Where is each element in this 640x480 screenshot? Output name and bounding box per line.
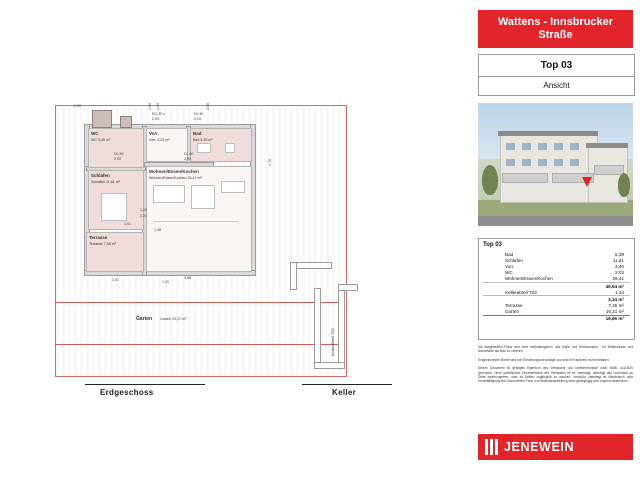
area-total-value: 19,66 m²	[592, 315, 630, 322]
window-8	[538, 159, 547, 166]
basement-plan	[290, 262, 365, 372]
building-roof	[498, 131, 598, 136]
company-logo	[478, 434, 633, 460]
unit-label: Top 03	[479, 55, 634, 77]
window-5	[570, 143, 579, 150]
room-vorraum-name: Vorr.	[149, 131, 159, 136]
room-bad	[190, 128, 252, 162]
dim-misc-7: 1,01	[112, 278, 119, 282]
dim-misc-1: 1,26	[140, 208, 147, 212]
room-vorraum	[146, 128, 188, 162]
building-rendering	[478, 103, 633, 226]
logo-bars-icon	[485, 439, 499, 455]
door-height-3: 2,00	[184, 157, 191, 161]
dim-misc-4: 1,38	[154, 228, 161, 232]
room-bad-area: Bad 5,39 m²	[193, 138, 213, 142]
room-bad-name: Bad	[193, 131, 202, 136]
ground-floor-caption: Erdgeschoss	[100, 388, 154, 397]
location-marker-icon	[582, 177, 592, 187]
room-terrasse-name: Terrasse	[89, 235, 108, 240]
basement-wall-bottom	[314, 362, 345, 369]
area-extra-value: 1,34	[615, 289, 624, 295]
legal-paragraph-2: Eingezeichnete Möbel sind nur Einrichtungsvorschläge und sind im Kaufpreis nicht enthalten.	[478, 357, 610, 362]
room-schlafen	[88, 170, 144, 230]
room-garten-name: Garten	[136, 316, 153, 322]
bathtub-fixture	[197, 143, 211, 153]
dim-misc-5: 3,88	[184, 276, 191, 280]
bed-furniture	[101, 193, 127, 221]
table-row-subtotal	[483, 296, 630, 303]
room-wc-name: WC	[91, 131, 99, 136]
door-height-1: 2,00	[194, 117, 201, 121]
basement-wall-inner-left	[314, 288, 321, 368]
dim-misc-2: 2,21	[140, 214, 147, 218]
area-table-body	[483, 251, 630, 322]
area-row-value: 5,39	[615, 251, 624, 257]
door-label-dl80-2: DL 80	[114, 152, 124, 156]
area-row-value: 2,03	[615, 270, 624, 276]
window-9	[554, 159, 563, 166]
area-sum-label	[483, 282, 592, 289]
area-row-value: 26,41	[612, 276, 624, 282]
dim-top-3: 2,00	[156, 103, 160, 110]
area-row-label: WC	[505, 270, 513, 276]
area-row-label: Wohnen/Essen/Kochen	[505, 276, 553, 282]
area-table-title: Top 03	[483, 242, 502, 248]
road-area	[478, 216, 633, 226]
room-terrasse-area: Terrasse 7,45 m²	[89, 242, 116, 246]
room-wohnen-essen-kochen	[146, 166, 252, 272]
dim-top-2: 2,00	[148, 103, 152, 110]
window-2	[522, 143, 531, 150]
dining-table-furniture	[191, 185, 215, 209]
dim-top-4: 2,00	[206, 103, 210, 110]
tree-left	[482, 165, 498, 195]
ground-floor-caption-rule	[85, 384, 205, 385]
area-table	[478, 238, 635, 340]
area-row-label: Schlafen	[505, 257, 523, 263]
room-vorraum-area: Vorr. 2,03 m²	[149, 138, 170, 142]
legal-paragraph-1: Die dargestellten Pläne sind nicht maßstabsgetreu. Alle Maße und Rohbaumaße - für Mittelentreau und Naturmaße am Bau zu nehmen.	[478, 345, 633, 354]
floor-line	[153, 221, 239, 222]
door-label-eg30c: EG 30 c	[152, 112, 165, 116]
basement-wall-left	[290, 262, 297, 290]
table-row	[483, 276, 630, 283]
table-row	[483, 289, 630, 296]
basement-caption: Keller	[332, 388, 357, 397]
wall-stub-left	[92, 110, 112, 128]
company-name: JENEWEIN	[504, 440, 575, 454]
info-panel	[470, 0, 640, 480]
basement-room-label: Kellerabteil T03	[330, 328, 335, 356]
area-row-label: Bad	[505, 251, 514, 257]
room-wc-area: WC 3,40 m²	[91, 138, 111, 142]
table-row-sum	[483, 282, 630, 289]
table-row	[483, 309, 630, 316]
view-label: Ansicht	[543, 80, 570, 90]
area-total-label	[483, 315, 592, 322]
window-6	[506, 159, 515, 166]
balcony-3	[594, 165, 624, 175]
project-title-line2: Straße	[538, 29, 573, 41]
kitchen-counter-furniture	[221, 181, 245, 193]
area-subtotal-value: 3,34 m²	[592, 296, 630, 303]
wall-stub-mid	[120, 116, 132, 128]
window-4	[554, 143, 563, 150]
door-height-2: 2,00	[114, 157, 121, 161]
area-terrace-value: 7,45 m²	[608, 303, 624, 309]
door-label-dl80-1: DL 80	[194, 112, 204, 116]
dim-misc-6: 1,35	[162, 280, 169, 284]
area-sum-value: 49,64 m²	[592, 282, 630, 289]
dim-top-1: 2,00	[74, 104, 81, 108]
basement-caption-rule	[302, 384, 392, 385]
dim-misc-3: 1,01	[124, 222, 131, 226]
sofa-furniture	[153, 185, 185, 203]
area-row-label: Vorr.	[505, 263, 515, 269]
door-label-dl80-3: DL 80	[184, 152, 194, 156]
area-row-value: 3,40	[615, 263, 624, 269]
door-height-4: 2,00	[152, 117, 159, 121]
window-10	[570, 159, 579, 166]
dim-misc-8: 2,76	[268, 159, 272, 166]
table-row-total	[483, 315, 630, 322]
basement-wall-inner-right	[338, 284, 345, 368]
area-terrace-label: Terrasse	[505, 303, 523, 309]
shower-fixture	[225, 143, 235, 153]
building-wing-roof	[586, 143, 628, 148]
area-row-value: 11,81	[612, 257, 624, 263]
unit-box	[478, 54, 635, 96]
window-3	[538, 143, 547, 150]
room-schlafen-area: Schlafen 11,81 m²	[91, 180, 120, 184]
legal-notice	[478, 345, 633, 388]
area-garden-label: Garten	[505, 309, 520, 315]
room-wohnen-name: Wohnen/Essen/Kochen	[149, 169, 199, 174]
window-1	[506, 143, 515, 150]
area-extra-label: Kellerabteil T03	[505, 289, 537, 295]
room-garten-area: Garten 19,21 m²	[160, 317, 187, 321]
area-garden-value: 19,21 m²	[605, 309, 624, 315]
project-title-bar	[478, 10, 633, 48]
balcony-1	[502, 173, 548, 183]
window-7	[522, 159, 531, 166]
room-schlafen-name: Schlafen	[91, 173, 110, 178]
basement-wall-right-stub	[338, 284, 358, 291]
legal-paragraph-3: Dieses Dokument ist geistiges Eigentum des Verfassers und urheberrechtlich nach BGBl. 4111/620 geschützt. Ohne schriftliches Einverständnis des Verfassers ist es untersagt, unbefugt das Dokument an Dritte weiterzugeben, oder es Dritten zugänglich zu machen. Verstöße unterliegt ist Missbrauch oder Vervielfältigung des Dokumentes' Farb- und Materialdarstellung kann geringfügig vom Angebot abweichen.	[478, 366, 633, 384]
room-garten	[78, 304, 258, 338]
room-wc	[88, 128, 144, 168]
room-wohnen-area: Wohnen/Essen/Kochen 26,41 m²	[149, 176, 202, 180]
area-subtotal-label	[483, 296, 592, 303]
project-title-line1: Wattens - Innsbrucker	[497, 16, 614, 28]
room-terrasse	[86, 232, 144, 272]
tree-right	[618, 173, 630, 197]
